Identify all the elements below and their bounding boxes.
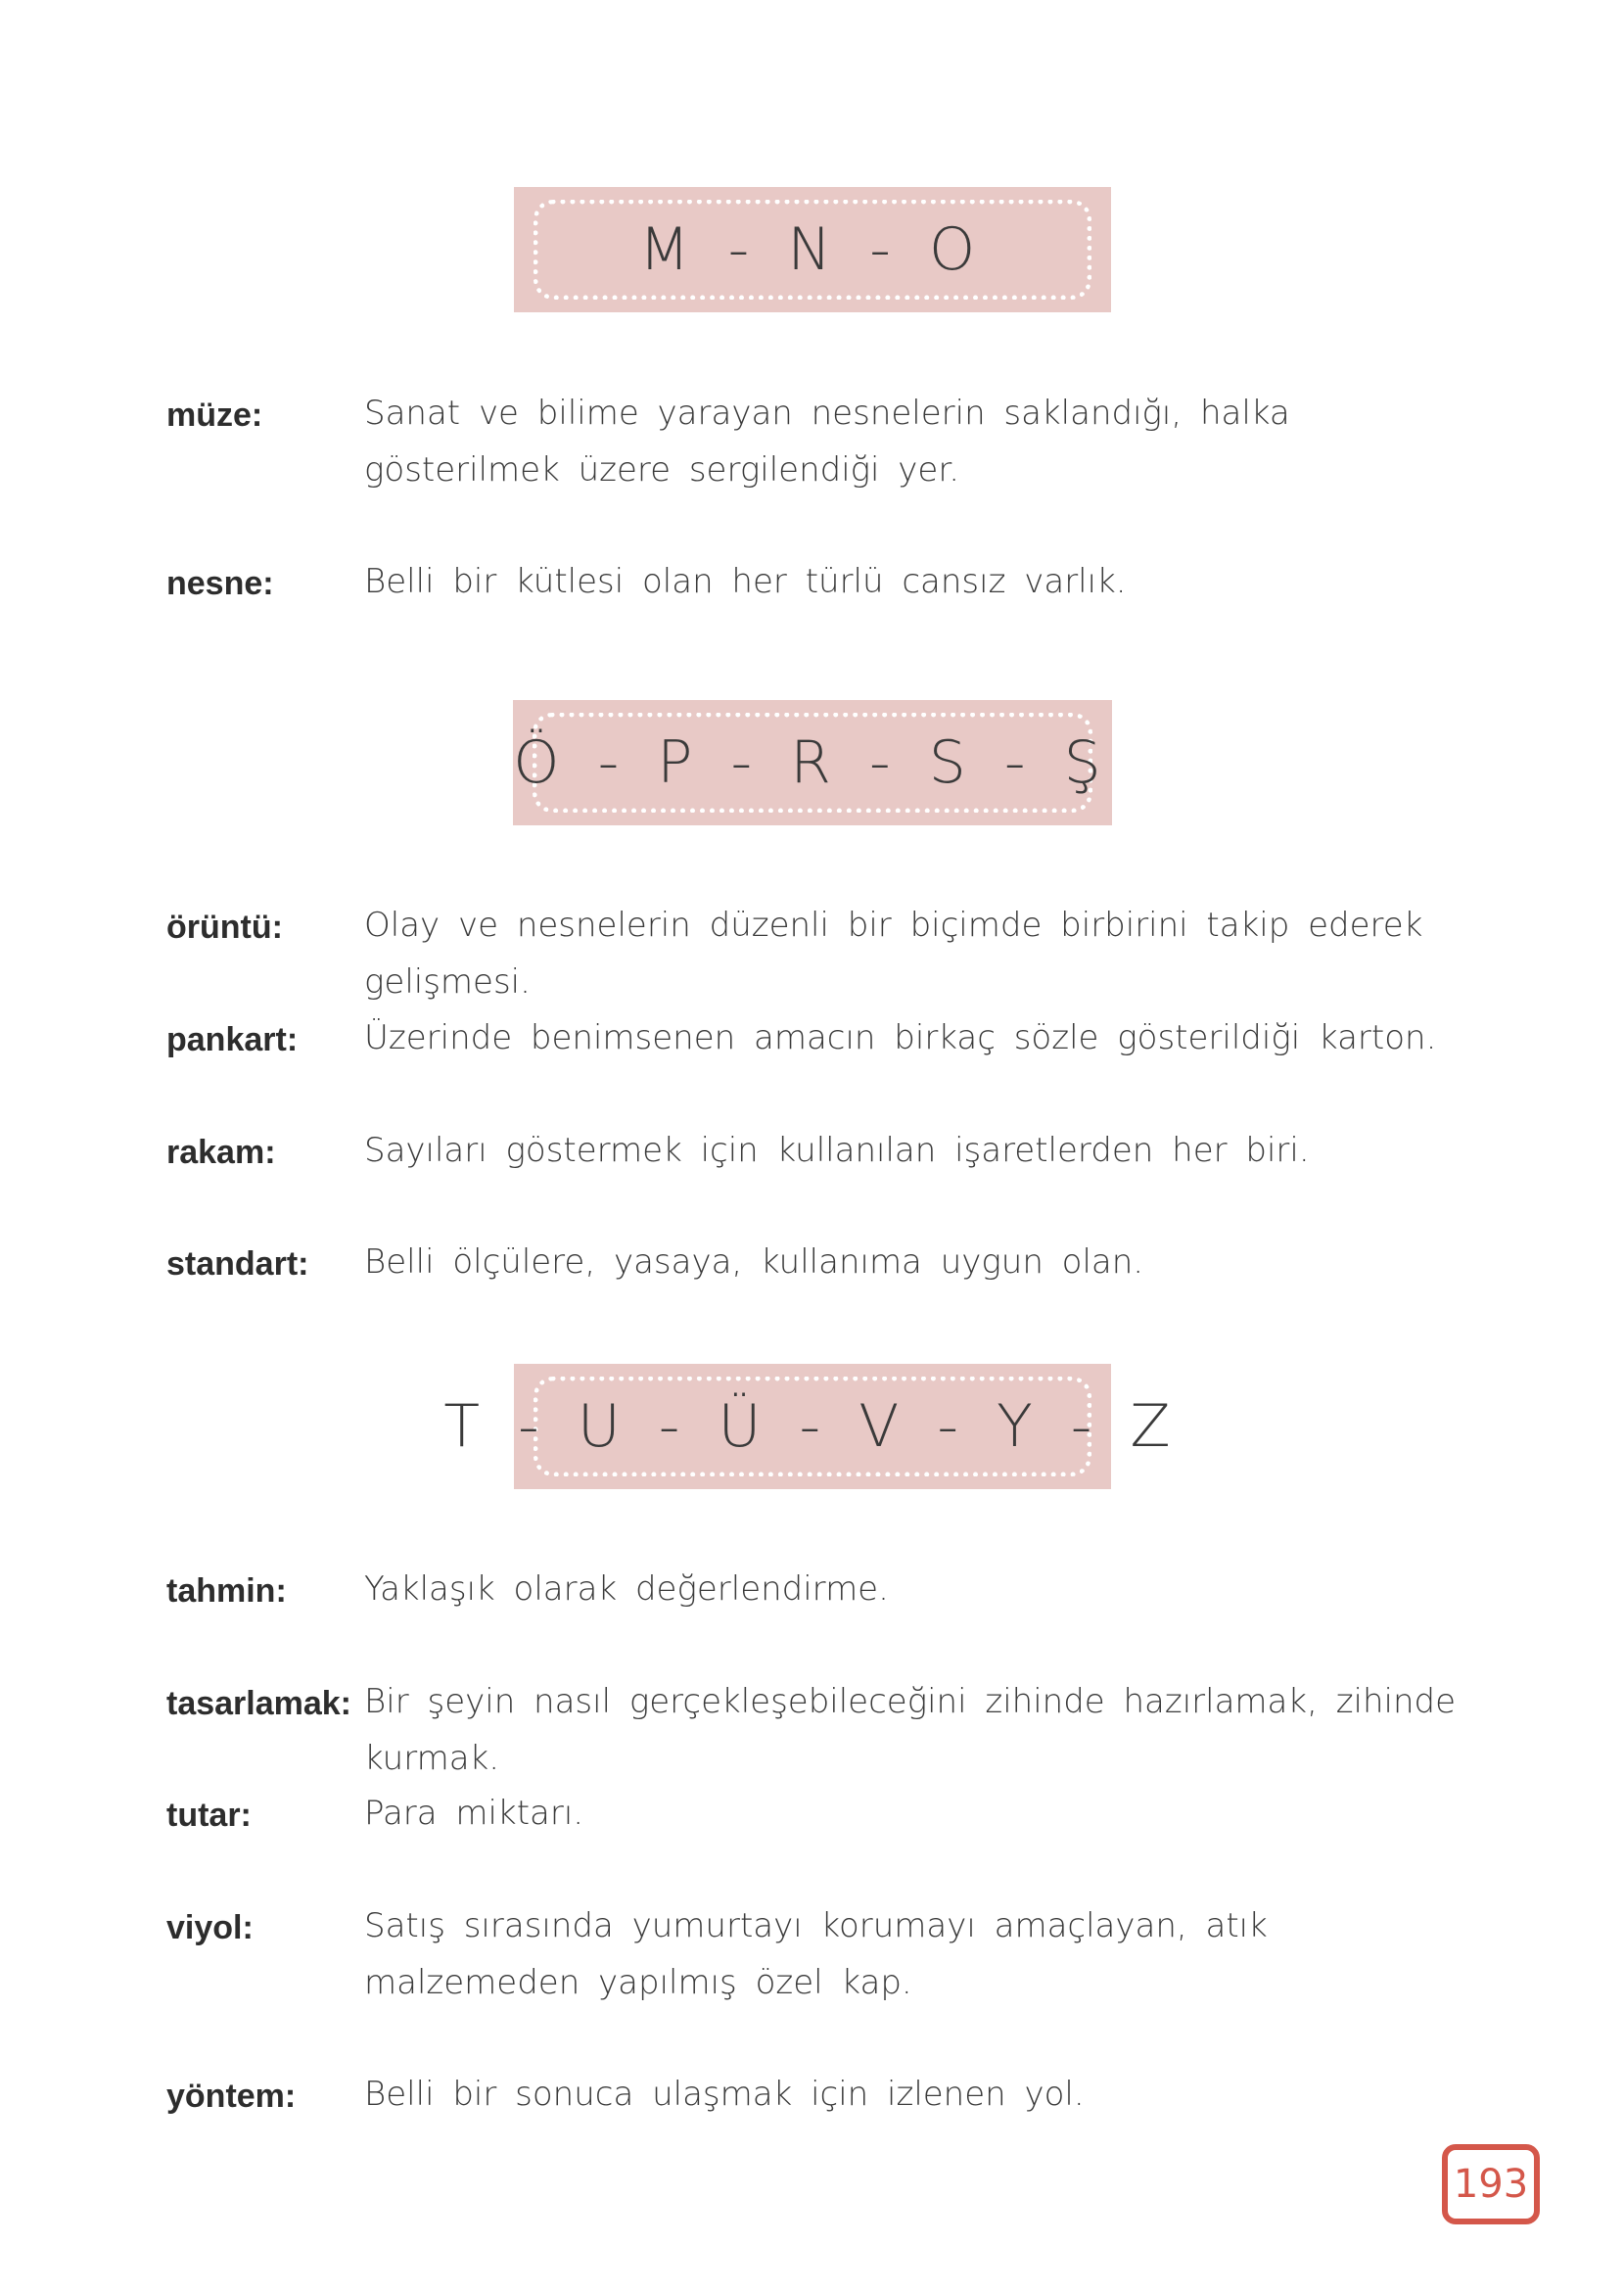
glossary-definition: Olay ve nesnelerin düzenli bir biçimde birbirini takip ederek gelişmesi.: [364, 906, 1423, 1002]
glossary-term: viyol:: [166, 1909, 254, 1946]
glossary-term: örüntü:: [166, 909, 283, 946]
glossary-definition: Sanat ve bilime yarayan nesnelerin saklandığı, halka gösterilmek üzere sergilendiği yer.: [364, 394, 1290, 490]
glossary-definition: Sayıları göstermek için kullanılan işaretlerden her biri.: [364, 1131, 1310, 1170]
glossary-definition: Para miktarı.: [364, 1794, 584, 1833]
glossary-definition: Bir şeyin nasıl gerçekleşebileceğini zihinde hazırlamak, zihinde kurmak.: [364, 1682, 1457, 1778]
glossary-term: tutar:: [166, 1797, 252, 1834]
section-header-oprss: [513, 700, 1112, 825]
section-title: Ö - P - R - S - Ş: [513, 728, 1111, 797]
page-number: 193: [1442, 2144, 1540, 2224]
glossary-term: müze:: [166, 397, 263, 434]
glossary-definition: Yaklaşık olarak değerlendirme.: [364, 1569, 889, 1609]
glossary-term: rakam:: [166, 1134, 276, 1171]
section-header-mno: [514, 187, 1111, 312]
glossary-definition: Belli bir sonuca ulaşmak için izlenen yol.: [364, 2075, 1085, 2114]
glossary-term: yöntem:: [166, 2078, 297, 2115]
glossary-definition: Belli bir kütlesi olan her türlü cansız varlık.: [364, 562, 1127, 601]
glossary-definition: Satış sırasında yumurtayı korumayı amaçlayan, atık malzemeden yapılmış özel kap.: [364, 1906, 1268, 2002]
glossary-definition: Belli ölçülere, yasaya, kullanıma uygun olan.: [364, 1242, 1144, 1282]
section-title: T - U - Ü - V - Y - Z: [443, 1392, 1181, 1461]
section-header-tuuvyz: [443, 1364, 1181, 1489]
section-title: M - N - O: [638, 215, 986, 284]
glossary-term: nesne:: [166, 565, 274, 602]
glossary-term: standart:: [166, 1245, 309, 1283]
glossary-term: pankart:: [166, 1021, 299, 1058]
glossary-term: tahmin:: [166, 1572, 287, 1610]
glossary-definition: Üzerinde benimsenen amacın birkaç sözle gösterildiği karton.: [364, 1018, 1437, 1057]
glossary-term: tasarlamak:: [166, 1685, 352, 1722]
